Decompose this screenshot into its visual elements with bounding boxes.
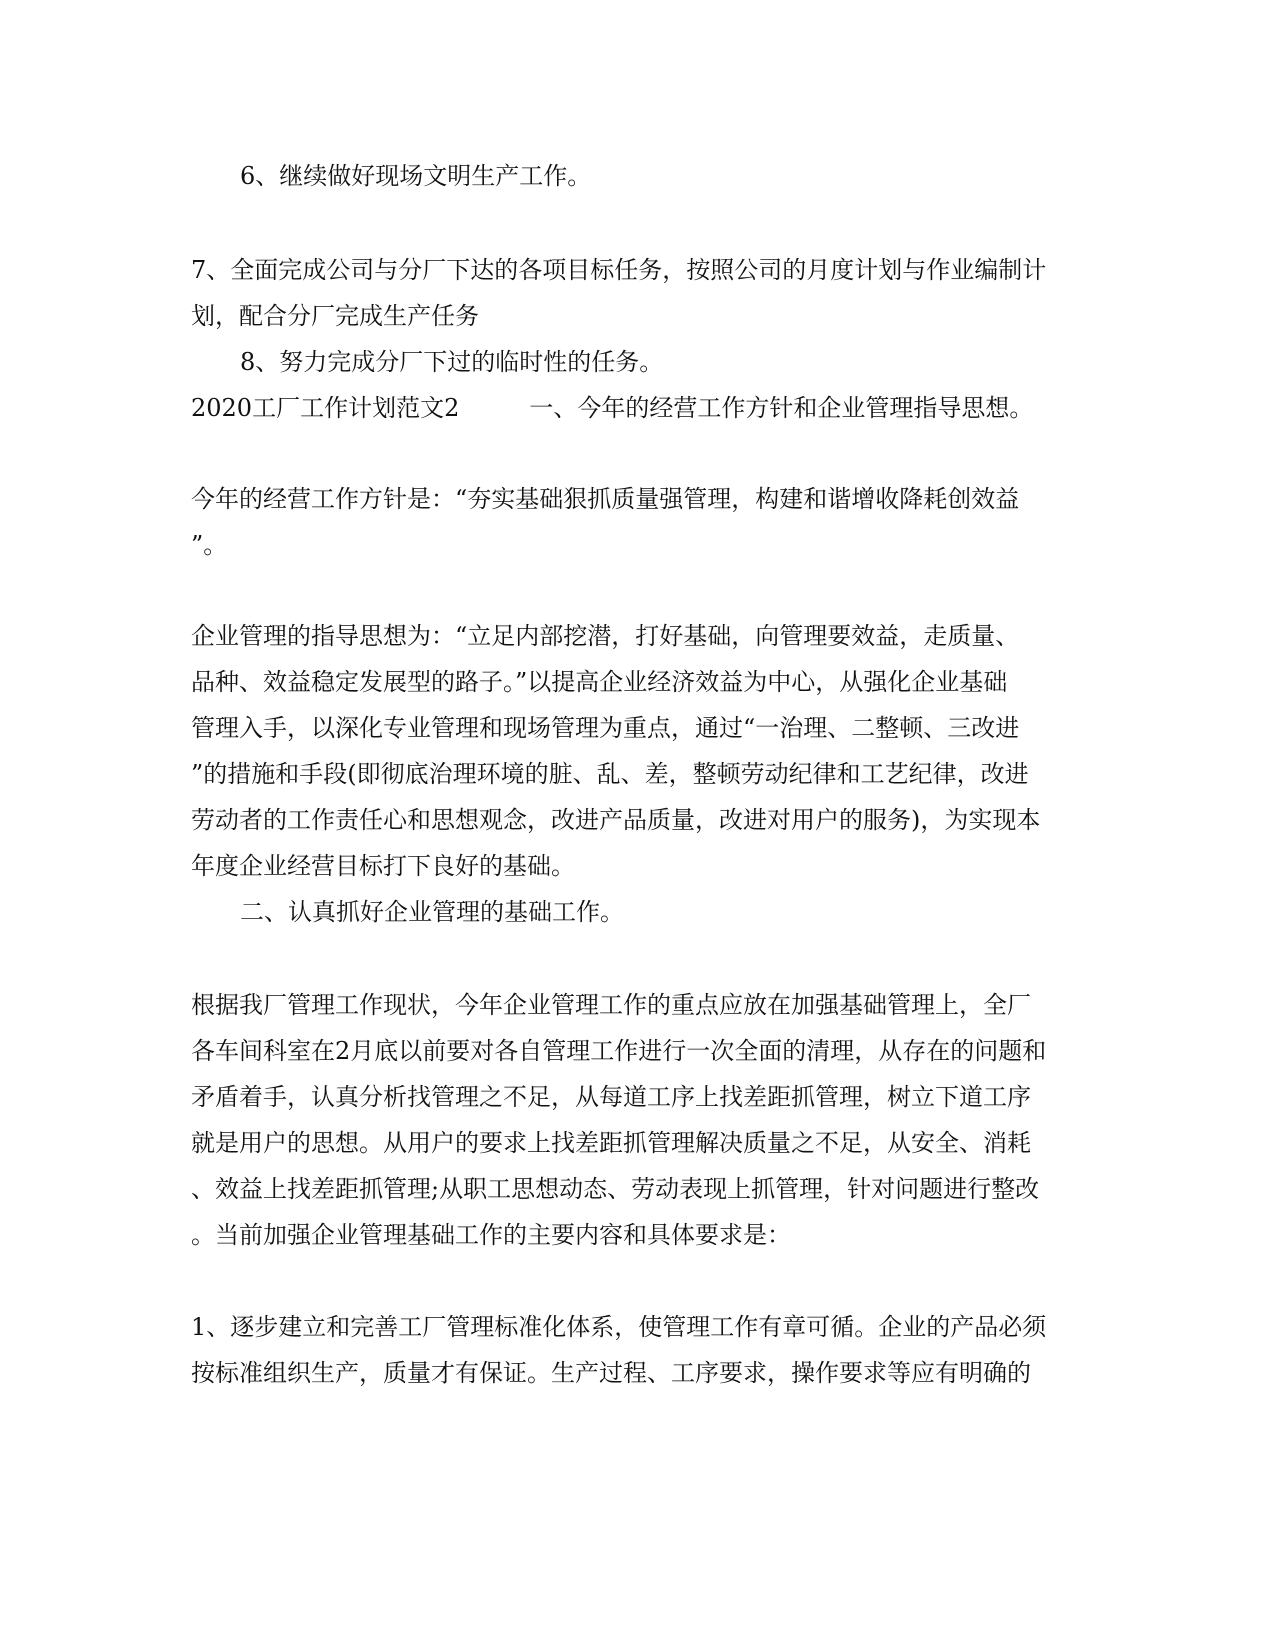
text-line: 品种、效益稳定发展型的路子。”以提高企业经济效益为中心，从强化企业基础 — [191, 668, 1008, 696]
text-line: 按标准组织生产，质量才有保证。生产过程、工序要求，操作要求等应有明确的 — [191, 1359, 1031, 1387]
text-line: 7、全面完成公司与分厂下达的各项目标任务，按照公司的月度计划与作业编制计 — [191, 256, 1047, 284]
text-line: ”的措施和手段(即彻底治理环境的脏、乱、差，整顿劳动纪律和工艺纪律，改进 — [191, 760, 1029, 788]
section-heading: 一、今年的经营工作方针和企业管理指导思想。 — [529, 394, 1034, 422]
text-line: 6、继续做好现场文明生产工作。 — [240, 162, 592, 190]
text-line: 劳动者的工作责任心和思想观念，改进产品质量，改进对用户的服务)，为实现本 — [191, 806, 1041, 834]
text-line: 管理入手，以深化专业管理和现场管理为重点，通过“一治理、二整顿、三改进 — [191, 714, 1020, 742]
text-line: 1、逐步建立和完善工厂管理标准化体系，使管理工作有章可循。企业的产品必须 — [191, 1313, 1047, 1341]
text-line: 划，配合分厂完成生产任务 — [191, 302, 479, 330]
text-line: 就是用户的思想。从用户的要求上找差距抓管理解决质量之不足，从安全、消耗 — [191, 1129, 1031, 1157]
section-heading-line — [191, 393, 1071, 423]
text-line: 、效益上找差距抓管理;从职工思想动态、劳动表现上抓管理，针对问题进行整改 — [191, 1175, 1040, 1203]
text-line: 根据我厂管理工作现状，今年企业管理工作的重点应放在加强基础管理上，全厂 — [191, 991, 1031, 1019]
text-line: 企业管理的指导思想为：“立足内部挖潜，打好基础，向管理要效益，走质量、 — [191, 622, 1020, 650]
text-line: 年度企业经营目标打下良好的基础。 — [191, 852, 575, 880]
text-line: 。当前加强企业管理基础工作的主要内容和具体要求是： — [191, 1221, 791, 1249]
section-heading: 二、认真抓好企业管理的基础工作。 — [240, 898, 624, 926]
text-line: 各车间科室在2月底以前要对各自管理工作进行一次全面的清理，从存在的问题和 — [191, 1037, 1047, 1065]
text-line: ”。 — [191, 531, 228, 559]
text-line: 矛盾着手，认真分析找管理之不足，从每道工序上找差距抓管理，树立下道工序 — [191, 1083, 1031, 1111]
text-line: 8、努力完成分厂下过的临时性的任务。 — [240, 348, 664, 376]
document-title: 2020工厂工作计划范文2 — [191, 394, 460, 422]
text-line: 今年的经营工作方针是：“夯实基础狠抓质量强管理，构建和谐增收降耗创效益 — [191, 485, 1020, 513]
